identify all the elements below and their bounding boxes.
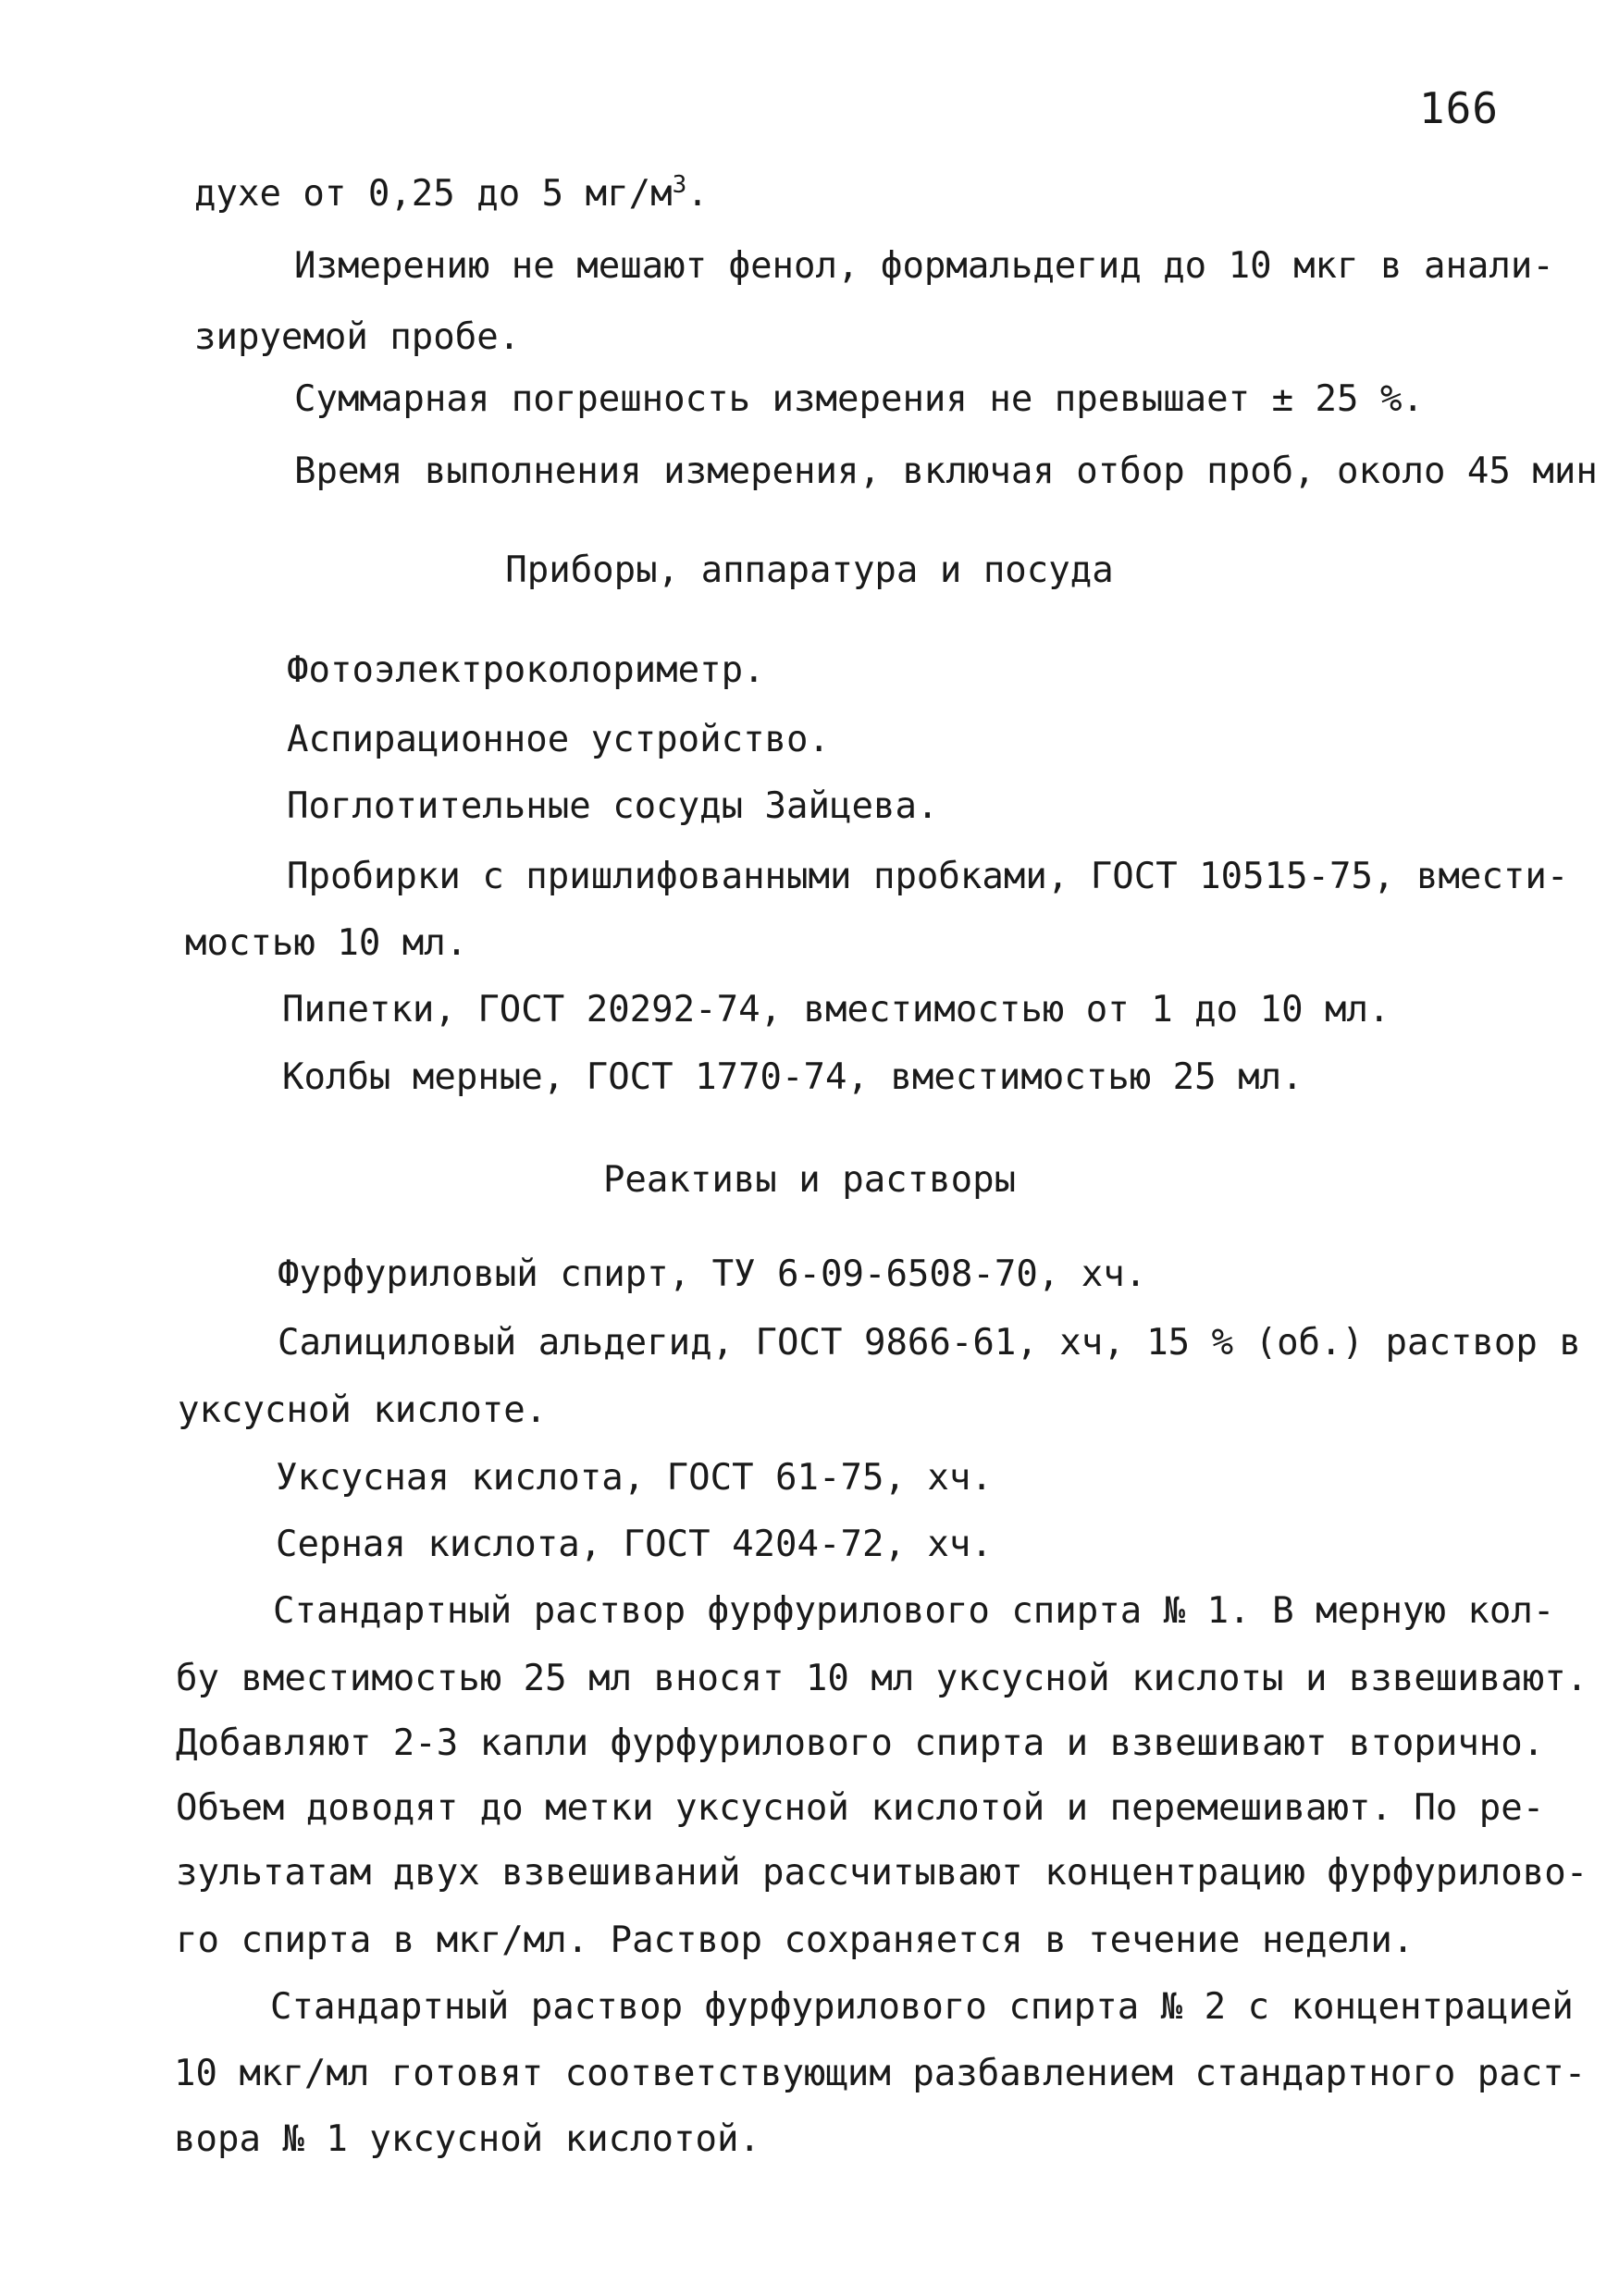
reagents-item-3: Уксусная кислота, ГОСТ 61-75, хч. [276, 1457, 993, 1499]
equipment-item-2: Аспирационное устройство. [287, 719, 830, 760]
equipment-item-5: Пипетки, ГОСТ 20292-74, вместимостью от 1 до 10 мл. [282, 989, 1390, 1031]
standard-solution-2-line-3: вора № 1 уксусной кислотой. [174, 2118, 760, 2160]
intro-line-1-text: духе от 0,25 до 5 мг/м [194, 173, 673, 215]
standard-solution-1-line-2: бу вместимостью 25 мл вносят 10 мл уксусной кислоты и взвешивают. [176, 1658, 1588, 1699]
equipment-item-6: Колбы мерные, ГОСТ 1770-74, вместимостью 25 мл. [282, 1056, 1304, 1098]
intro-line-1-superscript: 3 [672, 171, 687, 199]
reagents-item-2: Салициловый альдегид, ГОСТ 9866-61, хч, 15 % (об.) раствор в [278, 1322, 1581, 1364]
standard-solution-1-line-4: Объем доводят до метки уксусной кислотой и перемешивают. По ре- [176, 1787, 1545, 1829]
reagents-item-2-cont: уксусной кислоте. [178, 1389, 548, 1431]
intro-line-1 [194, 171, 709, 215]
intro-line-5: Время выполнения измерения, включая отбор проб, около 45 мин [294, 451, 1598, 492]
reagents-item-4: Серная кислота, ГОСТ 4204-72, хч. [276, 1524, 993, 1565]
intro-line-3: зируемой пробе. [194, 316, 521, 358]
reagents-heading: Реактивы и растворы [602, 1159, 1017, 1201]
equipment-item-4-cont: мостью 10 мл. [185, 922, 468, 964]
equipment-item-4: Пробирки с пришлифованными пробками, ГОСТ 10515-75, вмести- [287, 856, 1569, 897]
equipment-heading: Приборы, аппаратура и посуда [505, 549, 1114, 591]
equipment-item-3: Поглотительные сосуды Зайцева. [287, 785, 939, 827]
standard-solution-1-line-5: зультатам двух взвешиваний рассчитывают концентрацию фурфурилово- [176, 1852, 1588, 1894]
intro-line-4: Суммарная погрешность измерения не превышает ± 25 %. [294, 378, 1424, 420]
standard-solution-1-line-3: Добавляют 2-3 капли фурфурилового спирта и взвешивают вторично. [176, 1722, 1545, 1764]
intro-line-1-period: . [686, 173, 709, 215]
standard-solution-1-line-6: го спирта в мкг/мл. Раствор сохраняется в течение недели. [176, 1920, 1415, 1961]
standard-solution-2-line-1: Стандартный раствор фурфурилового спирта № 2 с концентрацией [270, 1986, 1574, 2028]
page-number: 166 [1418, 83, 1499, 133]
standard-solution-1-line-1: Стандартный раствор фурфурилового спирта № 1. В мерную кол- [273, 1590, 1555, 1632]
standard-solution-2-line-2: 10 мкг/мл готовят соответствующим разбавлением стандартного раст- [174, 2053, 1587, 2094]
reagents-item-1: Фурфуриловый спирт, ТУ 6-09-6508-70, хч. [278, 1253, 1147, 1295]
intro-line-2: Измерению не мешают фенол, формальдегид до 10 мкг в анали- [294, 245, 1554, 287]
equipment-item-1: Фотоэлектроколориметр. [287, 649, 765, 691]
